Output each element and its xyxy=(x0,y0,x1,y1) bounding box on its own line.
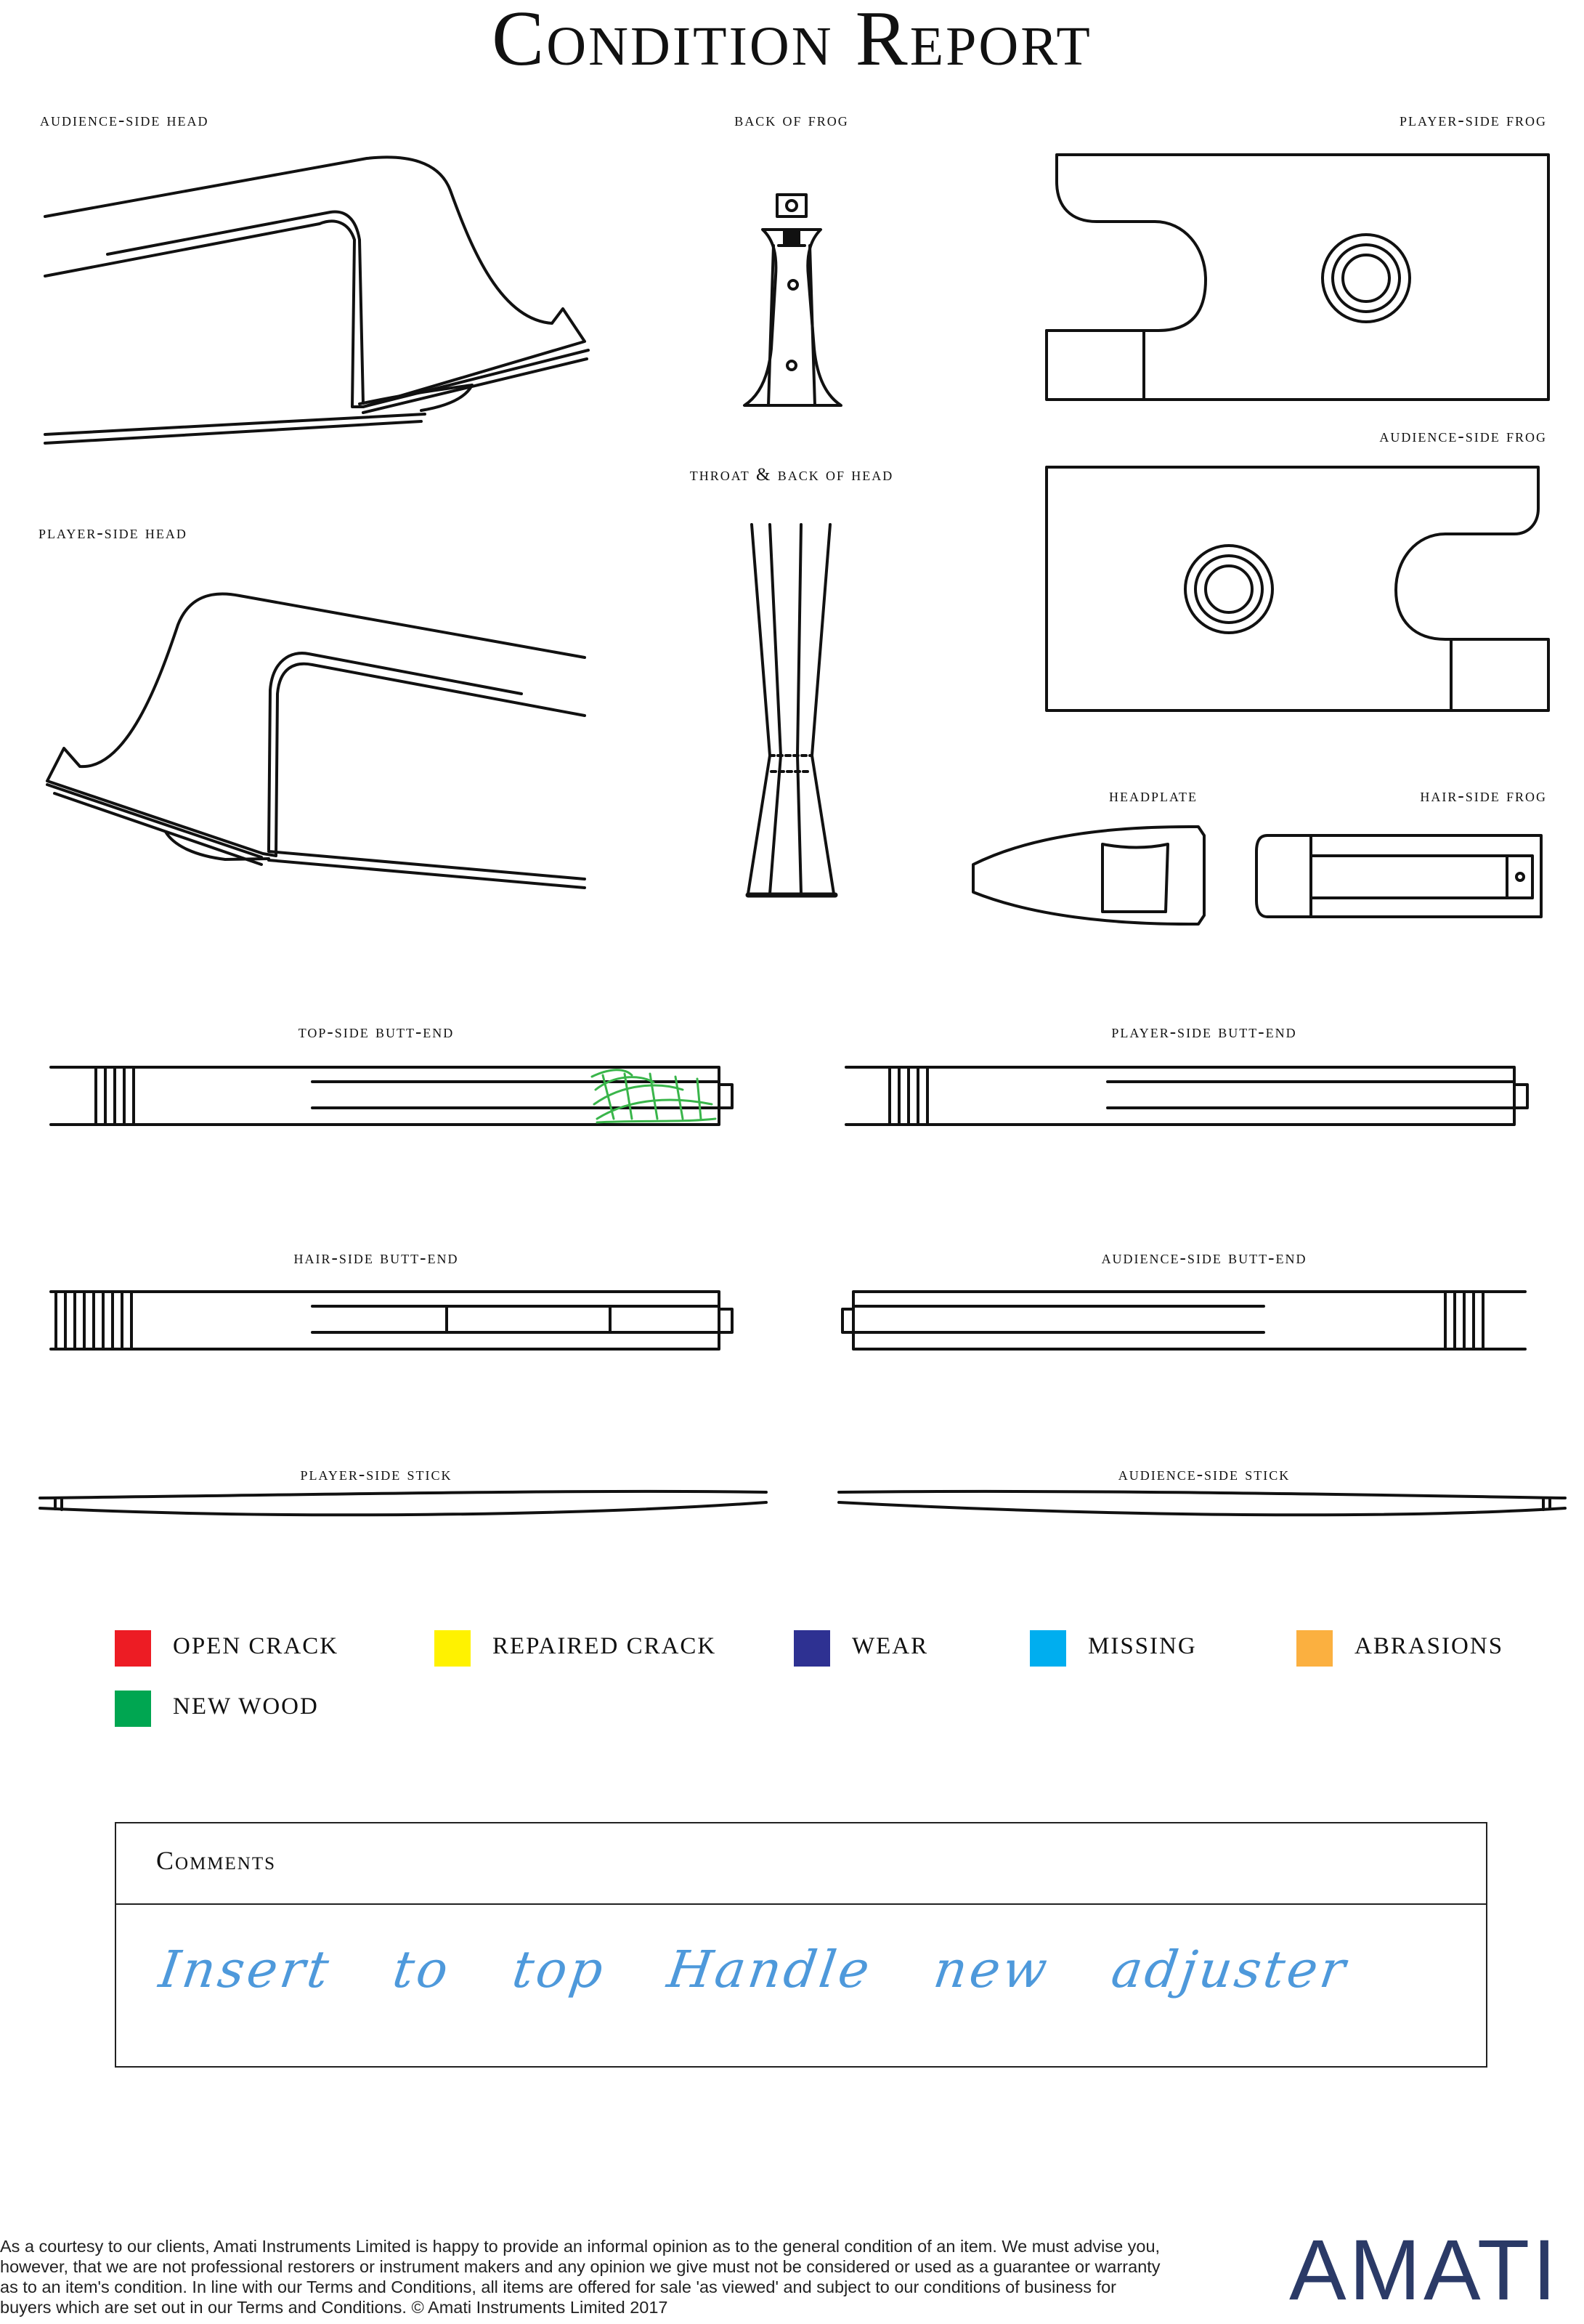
player-side-butt-end-drawing[interactable] xyxy=(846,1067,1527,1125)
legend-label: NEW WOOD xyxy=(173,1693,319,1720)
audience-side-butt-end-drawing[interactable] xyxy=(842,1292,1525,1349)
comments-box[interactable] xyxy=(115,1822,1487,2068)
hair-side-butt-end-drawing[interactable] xyxy=(51,1292,732,1349)
legend-label: REPAIRED CRACK xyxy=(492,1633,717,1659)
player-side-head-drawing[interactable] xyxy=(47,594,585,888)
top-side-butt-end-drawing[interactable] xyxy=(51,1067,732,1125)
handwritten-comment: Insert to top Handle new adjuster xyxy=(155,1940,1352,1999)
label-player-side-frog: player-side frog xyxy=(1400,110,1547,130)
audience-side-stick-drawing[interactable] xyxy=(839,1491,1565,1515)
legend-label: OPEN CRACK xyxy=(173,1633,339,1659)
hair-side-frog-drawing[interactable] xyxy=(1256,835,1541,917)
throat-back-of-head-drawing[interactable] xyxy=(748,525,835,895)
comments-header xyxy=(116,1823,1486,1905)
label-hair-side-butt-end: hair-side butt-end xyxy=(293,1248,459,1268)
audience-side-frog-drawing[interactable] xyxy=(1047,467,1548,710)
legend-swatch xyxy=(115,1630,151,1667)
label-audience-side-stick: audience-side stick xyxy=(1118,1465,1291,1484)
label-audience-side-butt-end: audience-side butt-end xyxy=(1101,1248,1307,1268)
label-audience-side-frog: audience-side frog xyxy=(1379,426,1547,446)
label-headplate: headplate xyxy=(1109,786,1198,806)
legend-swatch xyxy=(794,1630,830,1667)
label-top-side-butt-end: top-side butt-end xyxy=(298,1022,455,1042)
label-player-side-stick: player-side stick xyxy=(300,1465,452,1484)
legend-swatch xyxy=(434,1630,471,1667)
label-hair-side-frog: hair-side frog xyxy=(1420,786,1547,806)
legend-swatch xyxy=(115,1691,151,1727)
label-player-side-head: player-side head xyxy=(38,523,187,543)
legend-label: MISSING xyxy=(1088,1633,1197,1659)
player-side-stick-drawing[interactable] xyxy=(40,1491,766,1515)
headplate-drawing[interactable] xyxy=(973,827,1204,924)
comments-title: Comments xyxy=(156,1846,277,1875)
amati-logo: AMATI xyxy=(1289,2222,1559,2318)
back-of-frog-drawing[interactable] xyxy=(744,195,841,405)
player-side-frog-drawing[interactable] xyxy=(1047,155,1548,400)
legend-label: ABRASIONS xyxy=(1354,1633,1504,1659)
label-audience-side-head: audience-side head xyxy=(40,110,209,130)
label-throat-back-of-head: throat & back of head xyxy=(689,465,894,485)
legend-swatch xyxy=(1296,1630,1333,1667)
label-back-of-frog: back of frog xyxy=(734,110,849,130)
legend-swatch xyxy=(1030,1630,1066,1667)
audience-side-head-drawing[interactable] xyxy=(45,157,588,443)
disclaimer-text: As a courtesy to our clients, Amati Instruments Limited is happy to provide an informal opinion as to the general condition of an item. We must advise you, however, that we are not professional restorers or instrument makers and any opinion we give must not be considered or used as a guarantee or warranty as to an item's condition. In line with our Terms and Conditions, all items are offered for sale 'as viewed' and subject to our conditions of business for buyers which are set out in our Terms and Conditions. © Amati Instruments Limited 2017 xyxy=(0,2237,1161,2317)
page-title: Condition Report xyxy=(492,0,1092,82)
label-player-side-butt-end: player-side butt-end xyxy=(1111,1022,1297,1042)
legend-label: WEAR xyxy=(852,1633,929,1659)
